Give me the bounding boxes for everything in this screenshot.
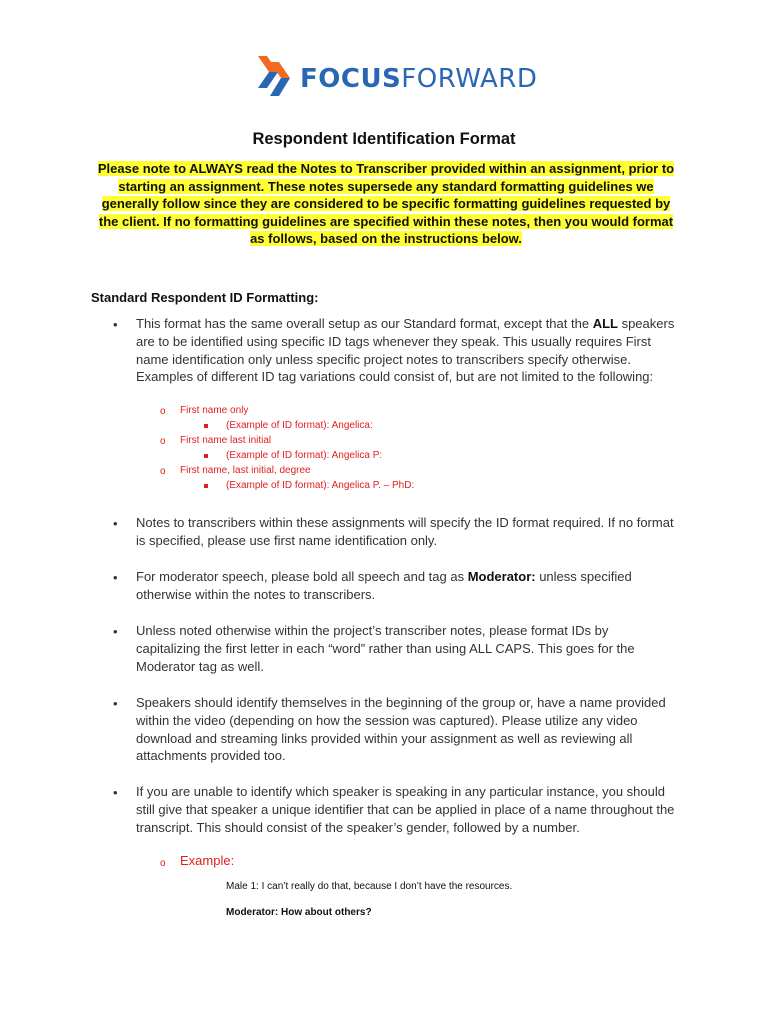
bullet-text-6: If you are unable to identify which speaker is speaking in any particular instance, you should still give that speaker a unique identifier that can be applied in place of a name throughout the transcript. This should consist of the speaker’s gender, followed by a number.	[136, 784, 675, 835]
bullet-text-4: Unless noted otherwise within the project’s transcriber notes, please format IDs by capitalizing the first letter in each “word” rather than using ALL CAPS. This goes for the Moderator tag as well.	[136, 623, 635, 674]
logo-wordmark	[300, 66, 537, 92]
bullet-1-bold: ALL	[592, 316, 618, 331]
square-bullet-icon	[204, 484, 208, 488]
example-line-male: Male 1: I can’t really do that, because I don’t have the resources.	[226, 881, 513, 892]
highlighted-notice	[92, 160, 680, 248]
example-line-moderator: Moderator: How about others?	[226, 907, 372, 918]
bullet-text-3	[136, 568, 676, 604]
sub-item-example: (Example of ID format): Angelica P. – PhD:	[226, 480, 415, 491]
bullet-text-5: Speakers should identify themselves in the beginning of the group or, have a name provided within the video (depending on how the session was captured). Please utilize any video download and streaming links provided within your assignment as well as reviewing all attachments provided too.	[136, 695, 666, 764]
sub-item-example: (Example of ID format): Angelica:	[226, 420, 373, 431]
bullet-text-1	[136, 315, 676, 386]
bullet-3-bold: Moderator:	[467, 569, 536, 584]
sub-bullet-marker: o	[160, 466, 166, 477]
sub-bullet-marker: o	[160, 436, 166, 447]
sub-item-label: First name only	[180, 405, 249, 416]
bullet-marker: •	[113, 696, 118, 711]
square-bullet-icon	[204, 424, 208, 428]
notice-text: Please note to ALWAYS read the Notes to Transcriber provided within an assignment, prior to starting an assignment. These notes supersede any standard formatting guidelines we generally follow since they are considered to be specific formatting guidelines requested by the client. If no formatting guidelines are specified within these notes, then you would format as follows, based on the instructions below.	[97, 161, 675, 247]
bullet-3-pre: For moderator speech, please bold all speech and tag as	[136, 569, 468, 584]
bullet-1-pre: This format has the same overall setup as our Standard format, except that the	[136, 316, 593, 331]
logo-brand-light: FORWARD	[401, 64, 538, 94]
focus-forward-logo	[258, 56, 537, 102]
bullet-marker: •	[113, 624, 118, 639]
page-title: Respondent Identification Format	[252, 130, 516, 148]
sub-item-label: First name last initial	[180, 435, 272, 446]
bullet-marker: •	[113, 516, 118, 531]
sub-item-label: First name, last initial, degree	[180, 465, 311, 476]
bullet-marker: •	[113, 570, 118, 585]
bullet-1-post: speakers are to be identified using specific ID tags whenever they speak. This usually requires First name identification only unless specific project notes to transcribers specify otherwise. Examples of different ID tag variations could consist of, but are not limited to the following:	[136, 316, 675, 385]
bullet-text-2: Notes to transcribers within these assignments will specify the ID format required. If no format is specified, please use first name identification only.	[136, 515, 674, 548]
bullet-marker: •	[113, 785, 118, 800]
sub-item-example: (Example of ID format): Angelica P:	[226, 450, 383, 461]
logo-brand-bold: FOCUS	[300, 64, 402, 94]
example-label: Example:	[180, 853, 235, 868]
sub-bullet-marker: o	[160, 406, 166, 417]
square-bullet-icon	[204, 454, 208, 458]
bullet-marker: •	[113, 317, 118, 332]
bullet-3-post: unless specified otherwise within the notes to transcribers.	[136, 569, 632, 602]
chevron-arrows-icon	[258, 56, 292, 102]
sub-bullet-marker: o	[160, 858, 166, 869]
section-heading: Standard Respondent ID Formatting:	[91, 290, 319, 305]
